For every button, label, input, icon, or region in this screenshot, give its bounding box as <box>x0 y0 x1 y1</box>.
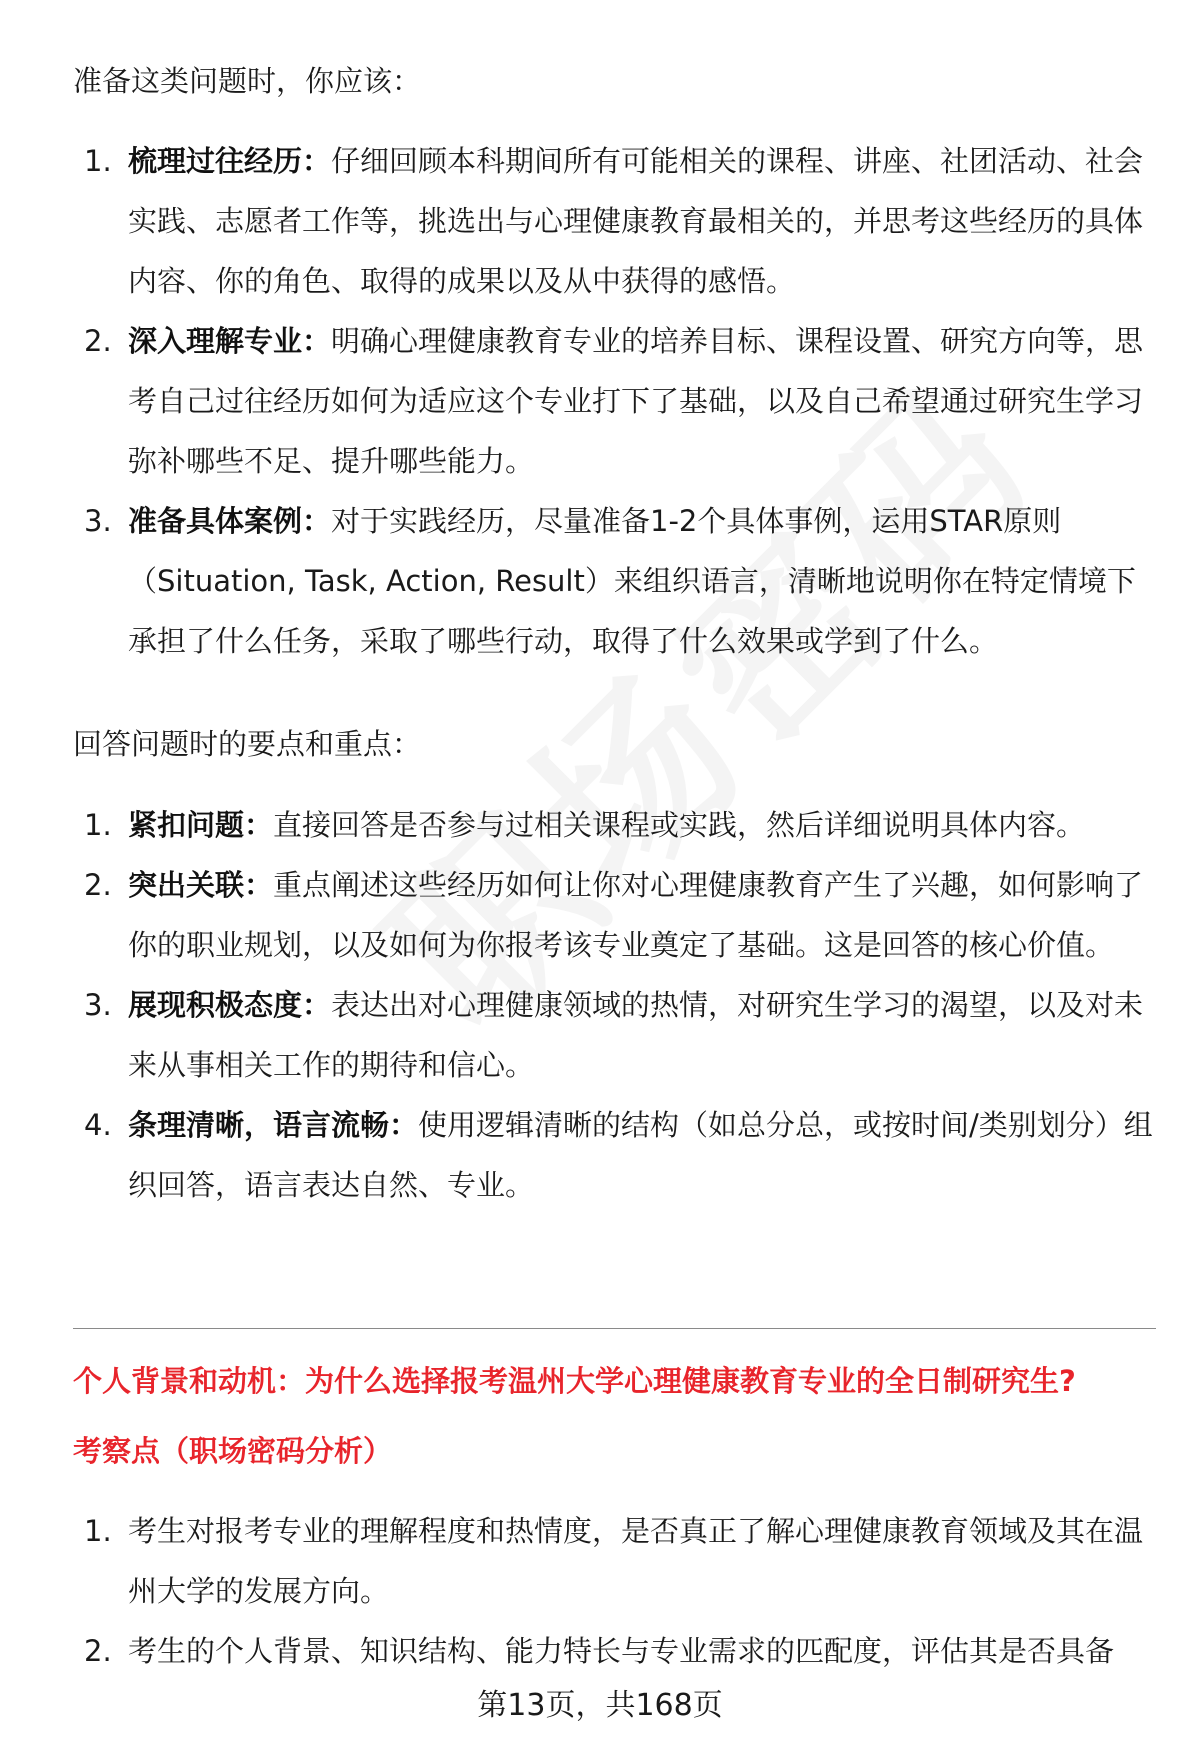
list-text: 考生的个人背景、知识结构、能力特长与专业需求的匹配度，评估其是否具备 <box>128 1634 1115 1668</box>
list-text: 明确心理健康教育专业的培养目标、课程设置、研究方向等，思考自己过往经历如何为适应这个专业打下了基础，以及自己希望通过研究生学习弥补哪些不足、提升哪些能力。 <box>128 324 1144 478</box>
list-text: 对于实践经历，尽量准备1-2个具体事例，运用STAR原则（Situation, Task, Action, Result）来组织语言，清晰地说明你在特定情境下承担了什么任务，采取了哪些行动，取得了什么效果或学到了什么。 <box>128 504 1136 658</box>
question-title: 个人背景和动机：为什么选择报考温州大学心理健康教育专业的全日制研究生? <box>73 1364 1076 1398</box>
section1-list <box>0 131 1200 671</box>
list-item <box>0 491 1200 671</box>
list-number: 3. <box>84 504 112 538</box>
list-number: 1. <box>84 144 112 178</box>
list-text: 仔细回顾本科期间所有可能相关的课程、讲座、社团活动、社会实践、志愿者工作等，挑选出与心理健康教育最相关的，并思考这些经历的具体内容、你的角色、取得的成果以及从中获得的感悟。 <box>128 144 1144 298</box>
list-item <box>0 131 1200 311</box>
page-number: 第13页，共168页 <box>477 1688 723 1723</box>
list-text: 使用逻辑清晰的结构（如总分总，或按时间/类别划分）组织回答，语言表达自然、专业。 <box>128 1108 1153 1202</box>
list-term: 展现积极态度： <box>128 988 332 1022</box>
list-item <box>0 1501 1200 1621</box>
list-item <box>0 795 1200 855</box>
list-text: 直接回答是否参与过相关课程或实践，然后详细说明具体内容。 <box>273 808 1086 842</box>
list-term: 深入理解专业： <box>128 324 332 358</box>
section2-list <box>0 795 1200 1215</box>
list-text: 考生对报考专业的理解程度和热情度，是否真正了解心理健康教育领域及其在温州大学的发展方向。 <box>128 1514 1144 1608</box>
list-number: 1. <box>84 1514 112 1548</box>
list-term: 紧扣问题： <box>128 808 274 842</box>
section2-intro: 回答问题时的要点和重点： <box>73 727 422 761</box>
list-text: 表达出对心理健康领域的热情，对研究生学习的渴望，以及对未来从事相关工作的期待和信心。 <box>128 988 1144 1082</box>
question-list <box>0 1501 1200 1681</box>
section1-intro: 准备这类问题时，你应该： <box>73 64 422 98</box>
list-text: 重点阐述这些经历如何让你对心理健康教育产生了兴趣，如何影响了你的职业规划，以及如何为你报考该专业奠定了基础。这是回答的核心价值。 <box>128 868 1144 962</box>
list-item <box>0 1095 1200 1215</box>
list-term: 梳理过往经历： <box>128 144 332 178</box>
list-number: 2. <box>84 868 112 902</box>
list-term: 条理清晰，语言流畅： <box>128 1108 419 1142</box>
list-item <box>0 855 1200 975</box>
list-term: 准备具体案例： <box>128 504 332 538</box>
list-number: 2. <box>84 1634 112 1668</box>
list-term: 突出关联： <box>128 868 274 902</box>
list-item <box>0 975 1200 1095</box>
question-subtitle: 考察点（职场密码分析） <box>73 1434 393 1468</box>
list-number: 4. <box>84 1108 112 1142</box>
list-number: 1. <box>84 808 112 842</box>
section-divider <box>73 1328 1156 1329</box>
list-number: 3. <box>84 988 112 1022</box>
list-item <box>0 311 1200 491</box>
list-item <box>0 1621 1200 1681</box>
list-number: 2. <box>84 324 112 358</box>
